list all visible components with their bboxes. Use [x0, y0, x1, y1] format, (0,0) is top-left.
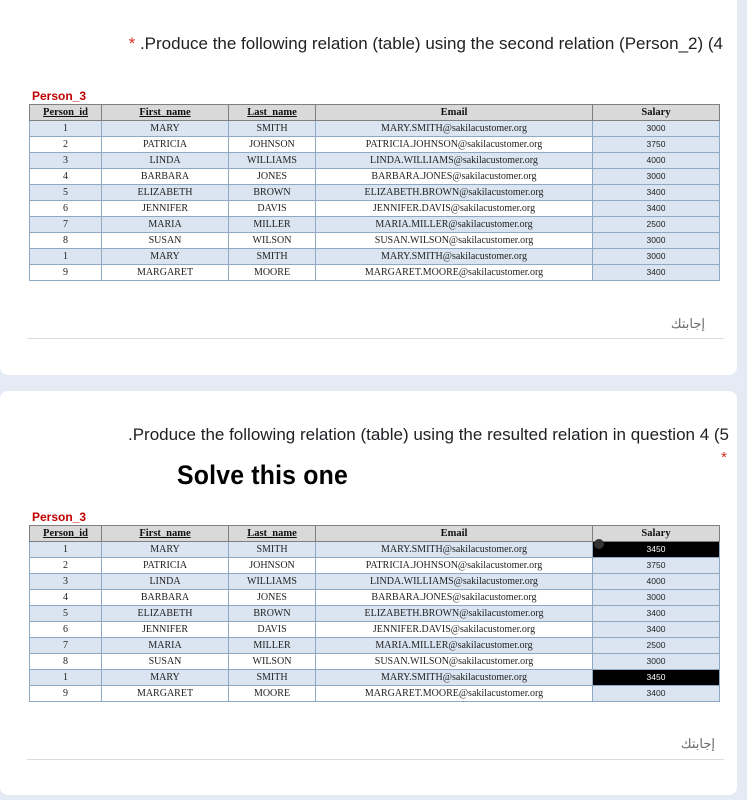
sheet-title: Person_3 — [32, 509, 87, 524]
cell-salary: 3000 — [593, 121, 720, 137]
cursor-dot — [594, 539, 604, 549]
cell-person-id: 2 — [30, 558, 102, 574]
cell-salary: 3000 — [593, 249, 720, 265]
answer-placeholder[interactable]: إجابتك — [670, 316, 705, 331]
cell-last-name: SMITH — [229, 542, 316, 558]
cell-person-id: 6 — [30, 622, 102, 638]
table-row — [30, 654, 720, 670]
cell-first-name: BARBARA — [102, 169, 229, 185]
cell-salary: 3750 — [593, 137, 720, 153]
table-row — [30, 686, 720, 702]
cell-salary: 3400 — [593, 686, 720, 702]
cell-last-name: JOHNSON — [229, 137, 316, 153]
table-row — [30, 558, 720, 574]
cell-first-name: MARY — [102, 670, 229, 686]
table-row — [30, 169, 720, 185]
cell-first-name: SUSAN — [102, 654, 229, 670]
cell-email: MARIA.MILLER@sakilacustomer.org — [316, 638, 593, 654]
table-row — [30, 590, 720, 606]
cell-last-name: WILSON — [229, 654, 316, 670]
cell-email: MARY.SMITH@sakilacustomer.org — [316, 121, 593, 137]
cell-salary: 3750 — [593, 558, 720, 574]
table-row — [30, 121, 720, 137]
cell-salary: 3400 — [593, 622, 720, 638]
cell-email: PATRICIA.JOHNSON@sakilacustomer.org — [316, 558, 593, 574]
cell-first-name: MARIA — [102, 638, 229, 654]
cell-first-name: MARY — [102, 121, 229, 137]
cell-person-id: 1 — [30, 670, 102, 686]
table-row — [30, 217, 720, 233]
table-row — [30, 265, 720, 281]
question-5-text: .Produce the following relation (table) using the resulted relation in question 4 (5 — [127, 425, 729, 444]
cell-email: LINDA.WILLIAMS@sakilacustomer.org — [316, 153, 593, 169]
solve-note: Solve this one — [177, 460, 348, 490]
table-row — [30, 233, 720, 249]
cell-salary: 4000 — [593, 153, 720, 169]
cell-first-name: ELIZABETH — [102, 185, 229, 201]
header-last-name: Last_name — [229, 526, 316, 542]
cell-person-id: 3 — [30, 153, 102, 169]
cell-last-name: WILSON — [229, 233, 316, 249]
cell-last-name: JOHNSON — [229, 558, 316, 574]
cell-salary: 3400 — [593, 265, 720, 281]
cell-person-id: 1 — [30, 121, 102, 137]
cell-first-name: LINDA — [102, 574, 229, 590]
cell-email: MARGARET.MOORE@sakilacustomer.org — [316, 265, 593, 281]
cell-last-name: WILLIAMS — [229, 574, 316, 590]
table-row — [30, 201, 720, 217]
table-header-row — [30, 526, 720, 542]
question-card-4 — [0, 0, 737, 375]
table-row — [30, 670, 720, 686]
table-row — [30, 638, 720, 654]
cell-email: SUSAN.WILSON@sakilacustomer.org — [316, 654, 593, 670]
cell-salary: 3000 — [593, 590, 720, 606]
cell-first-name: PATRICIA — [102, 558, 229, 574]
cell-email: MARY.SMITH@sakilacustomer.org — [316, 542, 593, 558]
cell-person-id: 4 — [30, 590, 102, 606]
cell-person-id: 9 — [30, 265, 102, 281]
cell-first-name: ELIZABETH — [102, 606, 229, 622]
cell-salary: 3400 — [593, 606, 720, 622]
cell-person-id: 8 — [30, 233, 102, 249]
table-row — [30, 153, 720, 169]
cell-salary: 3000 — [593, 233, 720, 249]
cell-first-name: BARBARA — [102, 590, 229, 606]
table-body — [30, 121, 720, 281]
cell-last-name: MILLER — [229, 217, 316, 233]
answer-placeholder[interactable]: إجابتك — [680, 736, 715, 751]
header-person-id: Person_id — [30, 105, 102, 121]
cell-person-id: 5 — [30, 185, 102, 201]
cell-email: SUSAN.WILSON@sakilacustomer.org — [316, 233, 593, 249]
cell-first-name: PATRICIA — [102, 137, 229, 153]
cell-email: ELIZABETH.BROWN@sakilacustomer.org — [316, 185, 593, 201]
cell-person-id: 7 — [30, 638, 102, 654]
cell-person-id: 3 — [30, 574, 102, 590]
cell-email: PATRICIA.JOHNSON@sakilacustomer.org — [316, 137, 593, 153]
cell-person-id: 5 — [30, 606, 102, 622]
table-row — [30, 249, 720, 265]
spreadsheet-image-2 — [29, 508, 719, 702]
required-asterisk: * — [721, 449, 727, 466]
cell-person-id: 9 — [30, 686, 102, 702]
table-row — [30, 606, 720, 622]
cell-salary: 3000 — [593, 169, 720, 185]
cell-first-name: MARY — [102, 542, 229, 558]
required-asterisk: * — [128, 34, 136, 53]
cell-last-name: SMITH — [229, 121, 316, 137]
cell-email: BARBARA.JONES@sakilacustomer.org — [316, 169, 593, 185]
cell-person-id: 4 — [30, 169, 102, 185]
header-email: Email — [316, 526, 593, 542]
cell-last-name: SMITH — [229, 670, 316, 686]
cell-first-name: SUSAN — [102, 233, 229, 249]
header-first-name: First_name — [102, 526, 229, 542]
cell-first-name: JENNIFER — [102, 201, 229, 217]
cell-last-name: SMITH — [229, 249, 316, 265]
cell-salary: 3450 — [593, 542, 720, 558]
table-row — [30, 542, 720, 558]
cell-email: MARIA.MILLER@sakilacustomer.org — [316, 217, 593, 233]
header-email: Email — [316, 105, 593, 121]
cell-person-id: 8 — [30, 654, 102, 670]
sheet-title: Person_3 — [32, 88, 87, 103]
answer-underline — [27, 759, 724, 760]
cell-last-name: MOORE — [229, 265, 316, 281]
cell-first-name: LINDA — [102, 153, 229, 169]
header-salary: Salary — [593, 105, 720, 121]
cell-last-name: JONES — [229, 590, 316, 606]
cell-email: MARGARET.MOORE@sakilacustomer.org — [316, 686, 593, 702]
cell-first-name: MARY — [102, 249, 229, 265]
question-4-text: .Produce the following relation (table) using the second relation (Person_2) (4 — [139, 34, 723, 53]
table-row — [30, 574, 720, 590]
cell-first-name: MARGARET — [102, 265, 229, 281]
header-last-name: Last_name — [229, 105, 316, 121]
cell-person-id: 7 — [30, 217, 102, 233]
cell-last-name: DAVIS — [229, 201, 316, 217]
cell-last-name: BROWN — [229, 606, 316, 622]
cell-salary: 3450 — [593, 670, 720, 686]
cell-last-name: WILLIAMS — [229, 153, 316, 169]
cell-email: MARY.SMITH@sakilacustomer.org — [316, 670, 593, 686]
answer-underline — [27, 338, 724, 339]
cell-person-id: 6 — [30, 201, 102, 217]
header-salary: Salary — [593, 526, 720, 542]
person3-table — [29, 104, 720, 281]
question-4-title — [129, 34, 723, 54]
cell-last-name: MILLER — [229, 638, 316, 654]
cell-first-name: MARIA — [102, 217, 229, 233]
cell-last-name: MOORE — [229, 686, 316, 702]
header-first-name: First_name — [102, 105, 229, 121]
cell-last-name: DAVIS — [229, 622, 316, 638]
cell-salary: 2500 — [593, 217, 720, 233]
cell-salary: 4000 — [593, 574, 720, 590]
header-person-id: Person_id — [30, 526, 102, 542]
cell-person-id: 2 — [30, 137, 102, 153]
table-row — [30, 185, 720, 201]
person3-table-result — [29, 525, 720, 702]
table-row — [30, 137, 720, 153]
cell-email: LINDA.WILLIAMS@sakilacustomer.org — [316, 574, 593, 590]
question-5-title — [128, 425, 729, 445]
cell-person-id: 1 — [30, 542, 102, 558]
cell-email: BARBARA.JONES@sakilacustomer.org — [316, 590, 593, 606]
cell-email: ELIZABETH.BROWN@sakilacustomer.org — [316, 606, 593, 622]
table-row — [30, 622, 720, 638]
cell-last-name: BROWN — [229, 185, 316, 201]
cell-last-name: JONES — [229, 169, 316, 185]
table-header-row — [30, 105, 720, 121]
cell-email: JENNIFER.DAVIS@sakilacustomer.org — [316, 201, 593, 217]
cell-email: JENNIFER.DAVIS@sakilacustomer.org — [316, 622, 593, 638]
cell-salary: 2500 — [593, 638, 720, 654]
spreadsheet-image-1 — [29, 87, 719, 281]
cell-salary: 3000 — [593, 654, 720, 670]
cell-first-name: JENNIFER — [102, 622, 229, 638]
cell-salary: 3400 — [593, 201, 720, 217]
cell-email: MARY.SMITH@sakilacustomer.org — [316, 249, 593, 265]
cell-salary: 3400 — [593, 185, 720, 201]
table-body — [30, 542, 720, 702]
cell-first-name: MARGARET — [102, 686, 229, 702]
cell-person-id: 1 — [30, 249, 102, 265]
